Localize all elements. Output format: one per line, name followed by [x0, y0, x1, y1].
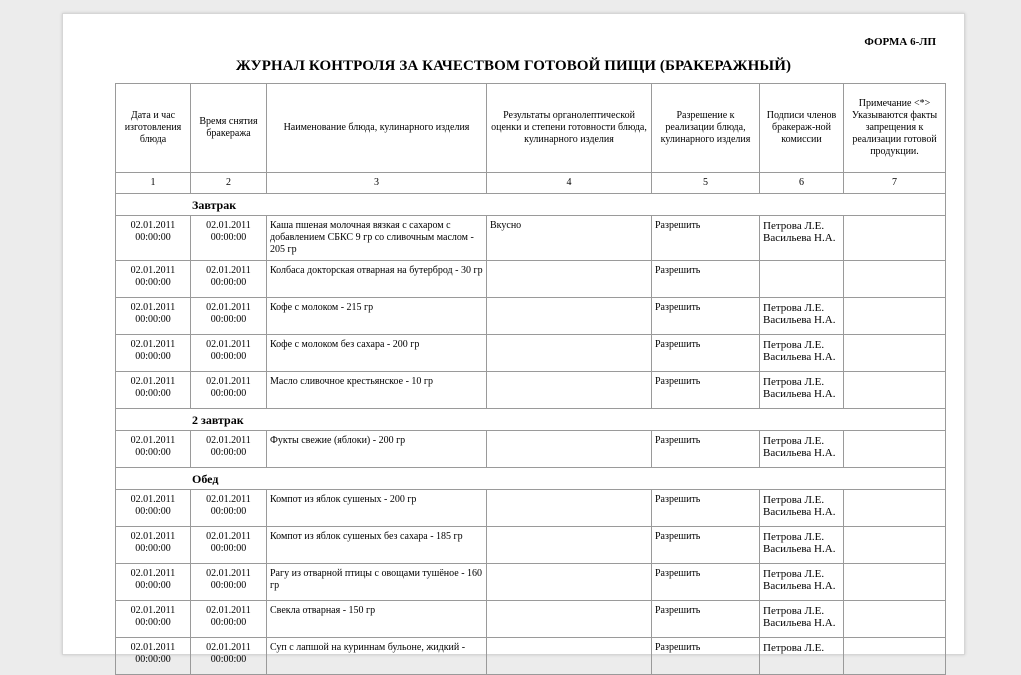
rejection-time: 00:00:00: [210, 617, 247, 628]
dish-name-cell: [267, 298, 487, 335]
table-row: [116, 601, 946, 638]
dish-name-cell: [267, 372, 487, 409]
permission-value: Разрешить: [655, 494, 701, 505]
permission-value: Разрешить: [655, 376, 701, 387]
permission-value: Разрешить: [655, 568, 701, 579]
signature-1: Петрова Л.Е.: [763, 642, 825, 654]
note-cell: [844, 564, 946, 601]
evaluation-result-cell: [487, 601, 652, 638]
rejection-time: 00:00:00: [210, 314, 247, 325]
production-date: 02.01.2011: [130, 339, 176, 350]
permission-cell: [652, 638, 760, 675]
dish-name: Каша пшеная молочная вязкая с сахаром с добавлением СБКС 9 гр со сливочным маслом - 205 гр: [270, 220, 474, 255]
production-time: 00:00:00: [135, 654, 171, 665]
permission-cell: [652, 601, 760, 638]
rejection-time-cell: [191, 298, 267, 335]
column-number: 7: [844, 173, 946, 194]
rejection-time: 00:00:00: [210, 506, 247, 517]
rejection-time: 00:00:00: [210, 654, 247, 665]
column-number: 5: [652, 173, 760, 194]
permission-cell: [652, 527, 760, 564]
rejection-time-cell: [191, 490, 267, 527]
section-row: [116, 468, 946, 490]
production-time: 00:00:00: [135, 232, 171, 243]
production-datetime-cell: [116, 638, 191, 675]
column-number: 3: [267, 173, 487, 194]
rejection-time-cell: [191, 216, 267, 261]
evaluation-result-cell: [487, 431, 652, 468]
permission-value: Разрешить: [655, 531, 701, 542]
signature-1: Петрова Л.Е.: [763, 531, 825, 543]
production-time: 00:00:00: [135, 580, 171, 591]
signatures-cell: [760, 216, 844, 261]
evaluation-result: Вкусно: [490, 220, 522, 231]
permission-cell: [652, 216, 760, 261]
signature-1: Петрова Л.Е.: [763, 376, 825, 388]
dish-name: Свекла отварная - 150 гр: [270, 605, 376, 616]
rejection-date: 02.01.2011: [206, 531, 251, 542]
header-cell: Подписи членов бракераж-ной комиссии: [760, 84, 844, 173]
dish-name: Суп с лапшой на куриннам бульоне, жидкий -: [270, 642, 466, 653]
evaluation-result-cell: [487, 335, 652, 372]
production-date: 02.01.2011: [130, 531, 176, 542]
evaluation-result-cell: [487, 298, 652, 335]
rejection-time-cell: [191, 527, 267, 564]
rejection-date: 02.01.2011: [206, 642, 251, 653]
production-date: 02.01.2011: [130, 568, 176, 579]
production-datetime-cell: [116, 298, 191, 335]
rejection-time-cell: [191, 372, 267, 409]
evaluation-result-cell: [487, 564, 652, 601]
header-cell: Разрешение к реализации блюда, кулинарного изделия: [652, 84, 760, 173]
permission-value: Разрешить: [655, 302, 701, 313]
evaluation-result-cell: [487, 216, 652, 261]
signature-1: Петрова Л.Е.: [763, 220, 825, 232]
section-title: [116, 468, 946, 490]
header-cell: Дата и час изготовления блюда: [116, 84, 191, 173]
dish-name-cell: [267, 431, 487, 468]
rejection-time: 00:00:00: [210, 580, 247, 591]
section-title: [116, 194, 946, 216]
table-row: [116, 335, 946, 372]
section-name: 2 завтрак: [192, 412, 244, 427]
evaluation-result-cell: [487, 638, 652, 675]
production-datetime-cell: [116, 490, 191, 527]
signatures-cell: [760, 527, 844, 564]
production-date: 02.01.2011: [130, 605, 176, 616]
rejection-date: 02.01.2011: [206, 220, 251, 231]
column-number-row: [116, 173, 946, 194]
dish-name-cell: [267, 490, 487, 527]
journal-table: [115, 83, 946, 675]
note-cell: [844, 431, 946, 468]
production-date: 02.01.2011: [130, 302, 176, 313]
production-datetime-cell: [116, 601, 191, 638]
section-title: [116, 409, 946, 431]
note-cell: [844, 261, 946, 298]
dish-name: Рагу из отварной птицы с овощами тушёное - 160 гр: [270, 568, 483, 591]
section-name: Обед: [192, 471, 219, 486]
header-cell: Время снятия бракеража: [191, 84, 267, 173]
production-date: 02.01.2011: [130, 376, 176, 387]
signature-1: Петрова Л.Е.: [763, 302, 825, 314]
permission-cell: [652, 261, 760, 298]
dish-name-cell: [267, 527, 487, 564]
production-time: 00:00:00: [135, 388, 171, 399]
rejection-time-cell: [191, 638, 267, 675]
table-row: [116, 372, 946, 409]
production-date: 02.01.2011: [130, 642, 176, 653]
table-row: [116, 490, 946, 527]
note-cell: [844, 638, 946, 675]
dish-name: Кофе с молоком - 215 гр: [270, 302, 374, 313]
rejection-date: 02.01.2011: [206, 339, 251, 350]
section-row: [116, 409, 946, 431]
signatures-cell: [760, 372, 844, 409]
signature-2: Васильева Н.А.: [763, 314, 836, 326]
production-time: 00:00:00: [135, 543, 171, 554]
production-time: 00:00:00: [135, 314, 171, 325]
rejection-time-cell: [191, 431, 267, 468]
production-date: 02.01.2011: [130, 435, 176, 446]
production-time: 00:00:00: [135, 447, 171, 458]
signature-2: Васильева Н.А.: [763, 617, 836, 629]
permission-value: Разрешить: [655, 642, 701, 653]
dish-name-cell: [267, 216, 487, 261]
rejection-date: 02.01.2011: [206, 605, 251, 616]
dish-name-cell: [267, 564, 487, 601]
rejection-time-cell: [191, 261, 267, 298]
rejection-time-cell: [191, 601, 267, 638]
permission-value: Разрешить: [655, 605, 701, 616]
production-datetime-cell: [116, 564, 191, 601]
production-date: 02.01.2011: [130, 220, 176, 231]
header-cell: Наименование блюда, кулинарного изделия: [267, 84, 487, 173]
production-datetime-cell: [116, 527, 191, 564]
table-row: [116, 564, 946, 601]
rejection-time-cell: [191, 335, 267, 372]
note-cell: [844, 490, 946, 527]
signature-1: Петрова Л.Е.: [763, 339, 825, 351]
permission-value: Разрешить: [655, 339, 701, 350]
signature-1: Петрова Л.Е.: [763, 494, 825, 506]
evaluation-result-cell: [487, 490, 652, 527]
header-cell: Примечание <*> Указываются факты запрещения к реализации готовой продукции.: [844, 84, 946, 173]
evaluation-result-cell: [487, 372, 652, 409]
signature-2: Васильева Н.А.: [763, 447, 836, 459]
dish-name-cell: [267, 261, 487, 298]
permission-cell: [652, 372, 760, 409]
rejection-date: 02.01.2011: [206, 435, 251, 446]
note-cell: [844, 216, 946, 261]
form-label: ФОРМА 6-ЛП: [864, 36, 936, 48]
rejection-time: 00:00:00: [210, 447, 247, 458]
signatures-cell: [760, 638, 844, 675]
permission-cell: [652, 490, 760, 527]
table-row: [116, 216, 946, 261]
column-number: 1: [116, 173, 191, 194]
dish-name-cell: [267, 335, 487, 372]
production-datetime-cell: [116, 216, 191, 261]
signatures-cell: [760, 564, 844, 601]
production-datetime-cell: [116, 261, 191, 298]
production-datetime-cell: [116, 431, 191, 468]
dish-name-cell: [267, 601, 487, 638]
rejection-date: 02.01.2011: [206, 376, 251, 387]
table-row: [116, 261, 946, 298]
signature-1: Петрова Л.Е.: [763, 568, 825, 580]
signature-2: Васильева Н.А.: [763, 580, 836, 592]
note-cell: [844, 372, 946, 409]
permission-value: Разрешить: [655, 220, 701, 231]
signatures-cell: [760, 298, 844, 335]
production-time: 00:00:00: [135, 617, 171, 628]
column-number: 4: [487, 173, 652, 194]
signature-2: Васильева Н.А.: [763, 351, 836, 363]
signatures-cell: [760, 431, 844, 468]
dish-name: Кофе с молоком без сахара - 200 гр: [270, 339, 420, 350]
signature-2: Васильева Н.А.: [763, 388, 836, 400]
rejection-time-cell: [191, 564, 267, 601]
evaluation-result-cell: [487, 527, 652, 564]
signatures-cell: [760, 601, 844, 638]
rejection-date: 02.01.2011: [206, 265, 251, 276]
rejection-time: 00:00:00: [210, 351, 247, 362]
table-row: [116, 527, 946, 564]
production-date: 02.01.2011: [130, 494, 176, 505]
section-row: [116, 194, 946, 216]
document-page: [62, 13, 965, 665]
signature-2: Васильева Н.А.: [763, 543, 836, 555]
production-time: 00:00:00: [135, 351, 171, 362]
dish-name: Фукты свежие (яблоки) - 200 гр: [270, 435, 406, 446]
signature-2: Васильева Н.А.: [763, 506, 836, 518]
rejection-time: 00:00:00: [210, 388, 247, 399]
signature-1: Петрова Л.Е.: [763, 435, 825, 447]
permission-cell: [652, 431, 760, 468]
rejection-time: 00:00:00: [210, 277, 247, 288]
header-cell: Результаты органолептической оценки и степени готовности блюда, кулинарного изделия: [487, 84, 652, 173]
permission-value: Разрешить: [655, 435, 701, 446]
dish-name: Колбаса докторская отварная на бутерброд - 30 гр: [270, 265, 483, 276]
permission-cell: [652, 298, 760, 335]
signature-2: Васильева Н.А.: [763, 232, 836, 244]
signatures-cell: [760, 335, 844, 372]
note-cell: [844, 527, 946, 564]
permission-value: Разрешить: [655, 265, 701, 276]
table-row: [116, 431, 946, 468]
permission-cell: [652, 564, 760, 601]
note-cell: [844, 601, 946, 638]
header-row: [116, 84, 946, 173]
evaluation-result-cell: [487, 261, 652, 298]
rejection-time: 00:00:00: [210, 232, 247, 243]
dish-name-cell: [267, 638, 487, 675]
section-name: Завтрак: [192, 197, 237, 212]
column-number: 2: [191, 173, 267, 194]
production-time: 00:00:00: [135, 277, 171, 288]
production-datetime-cell: [116, 335, 191, 372]
dish-name: Масло сливочное крестьянское - 10 гр: [270, 376, 434, 387]
note-cell: [844, 335, 946, 372]
rejection-date: 02.01.2011: [206, 494, 251, 505]
table-row: [116, 638, 946, 675]
column-number: 6: [760, 173, 844, 194]
journal-body: [116, 194, 946, 675]
table-row: [116, 298, 946, 335]
production-time: 00:00:00: [135, 506, 171, 517]
rejection-date: 02.01.2011: [206, 302, 251, 313]
dish-name: Компот из яблок сушеных - 200 гр: [270, 494, 417, 505]
signature-1: Петрова Л.Е.: [763, 605, 825, 617]
rejection-date: 02.01.2011: [206, 568, 251, 579]
signatures-cell: [760, 261, 844, 298]
journal-title: ЖУРНАЛ КОНТРОЛЯ ЗА КАЧЕСТВОМ ГОТОВОЙ ПИЩИ (БРАКЕРАЖНЫЙ): [235, 58, 792, 74]
permission-cell: [652, 335, 760, 372]
note-cell: [844, 298, 946, 335]
dish-name: Компот из яблок сушеных без сахара - 185 гр: [270, 531, 463, 542]
signatures-cell: [760, 490, 844, 527]
production-date: 02.01.2011: [130, 265, 176, 276]
rejection-time: 00:00:00: [210, 543, 247, 554]
production-datetime-cell: [116, 372, 191, 409]
